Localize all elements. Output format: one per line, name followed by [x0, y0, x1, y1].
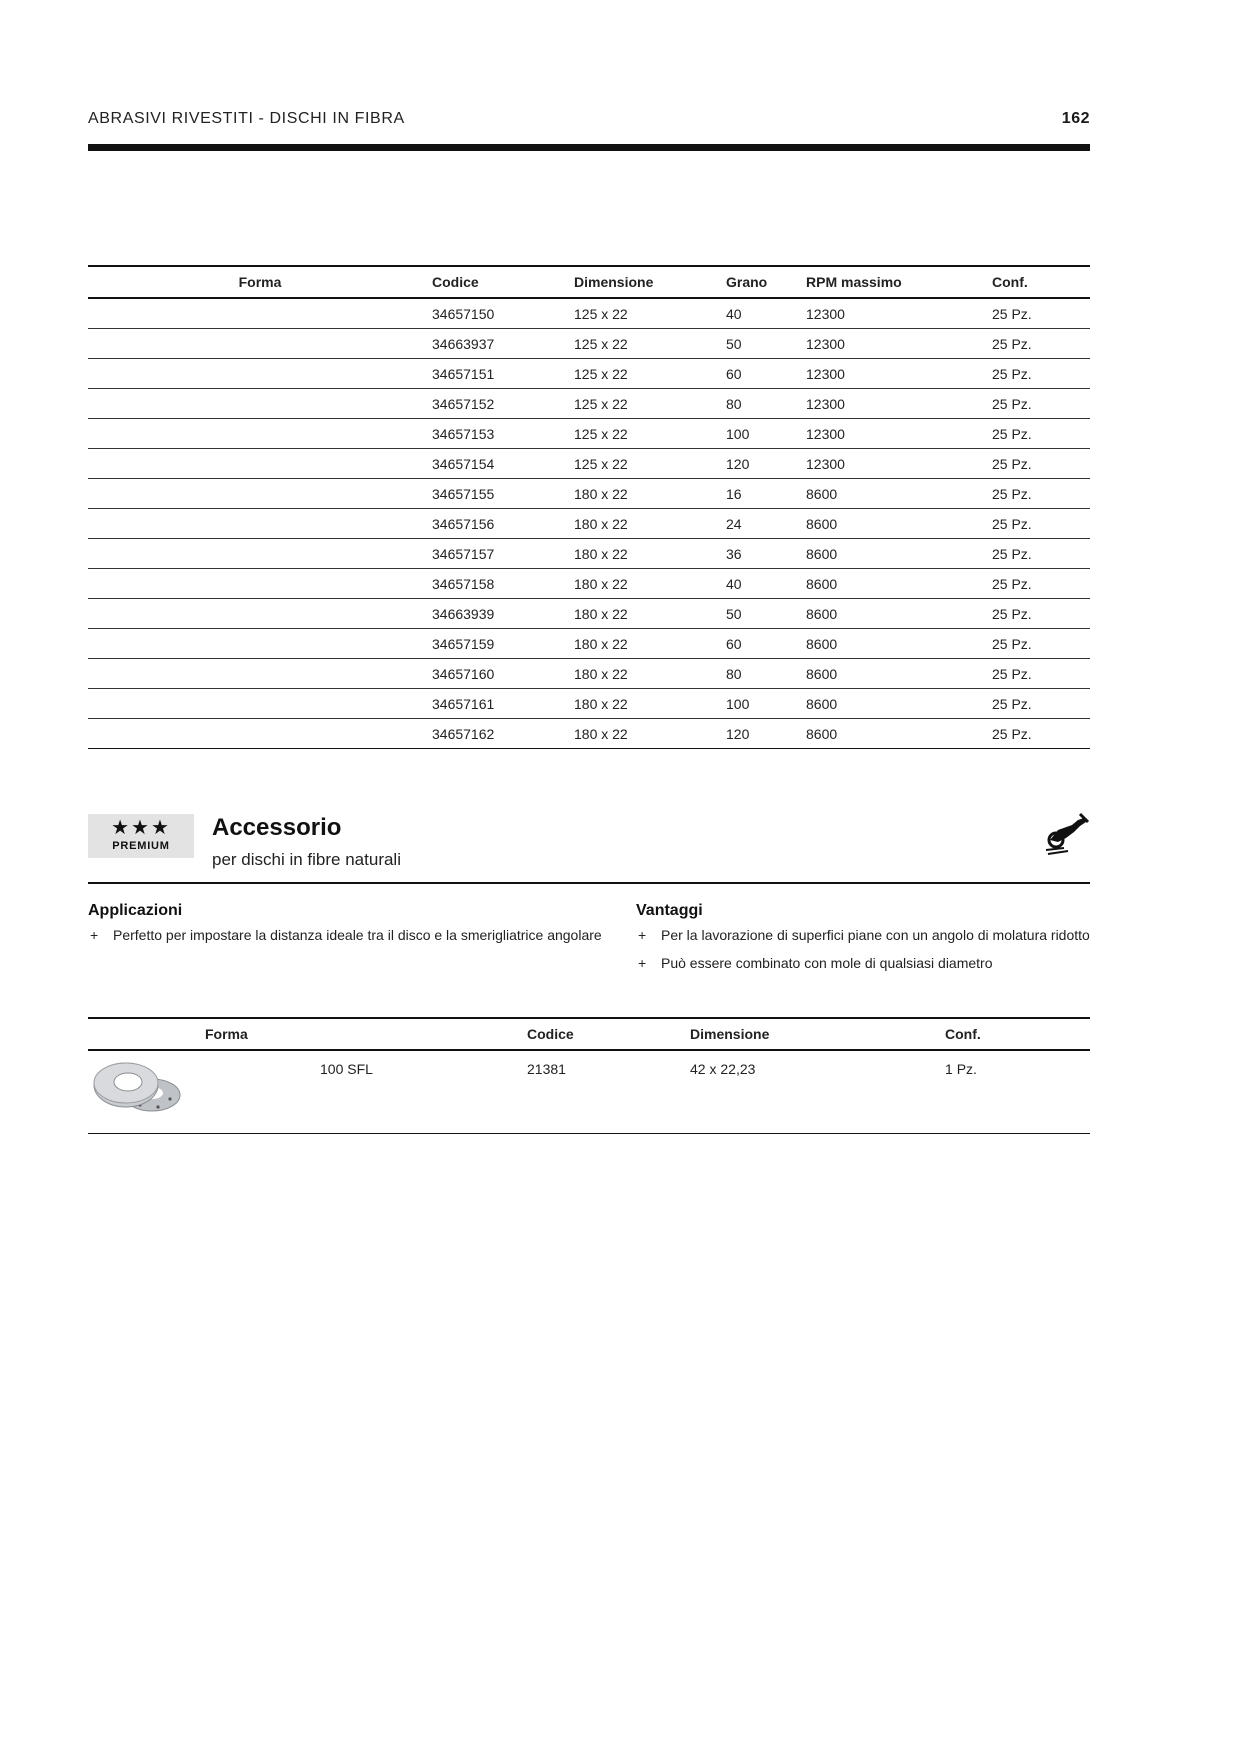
cell-conf: 25 Pz.	[992, 629, 1090, 659]
cell-rpm: 8600	[806, 479, 992, 509]
cell-dimensione: 125 x 22	[574, 298, 726, 329]
cell-rpm: 12300	[806, 419, 992, 449]
cell-forma	[88, 659, 432, 689]
cell-codice: 34657151	[432, 359, 574, 389]
cell-grano: 24	[726, 509, 806, 539]
cell-grano: 60	[726, 359, 806, 389]
column-header-codice: Codice	[432, 266, 574, 298]
table-row	[88, 329, 1090, 359]
cell-forma	[88, 479, 432, 509]
cell-grano: 36	[726, 539, 806, 569]
cell-rpm: 8600	[806, 569, 992, 599]
cell-dimensione: 125 x 22	[574, 449, 726, 479]
cell-conf: 25 Pz.	[992, 599, 1090, 629]
cell-forma	[88, 329, 432, 359]
cell-rpm: 8600	[806, 509, 992, 539]
product-pack: 1 Pz.	[945, 1050, 1090, 1134]
cell-forma	[88, 449, 432, 479]
cell-forma	[88, 509, 432, 539]
advantage-item	[636, 926, 1090, 944]
table-header-row	[88, 266, 1090, 298]
cell-rpm: 8600	[806, 689, 992, 719]
cell-rpm: 8600	[806, 539, 992, 569]
cell-codice: 34663939	[432, 599, 574, 629]
cell-codice: 34657150	[432, 298, 574, 329]
page-number: 162	[1061, 110, 1090, 127]
cell-dimensione: 180 x 22	[574, 659, 726, 689]
cell-codice: 34657158	[432, 569, 574, 599]
table-row	[88, 449, 1090, 479]
cell-codice: 34657154	[432, 449, 574, 479]
cell-forma	[88, 689, 432, 719]
table-row	[88, 359, 1090, 389]
cell-forma	[88, 389, 432, 419]
header-rule	[88, 144, 1090, 151]
table-row	[88, 389, 1090, 419]
table-header-row	[88, 1018, 1090, 1050]
table-row	[88, 298, 1090, 329]
star-rating-icon: ★★★	[111, 817, 171, 839]
cell-dimensione: 180 x 22	[574, 479, 726, 509]
cell-conf: 25 Pz.	[992, 509, 1090, 539]
table-row	[88, 659, 1090, 689]
cell-rpm: 8600	[806, 659, 992, 689]
accessory-table	[88, 1017, 1090, 1134]
cell-rpm: 12300	[806, 329, 992, 359]
cell-rpm: 12300	[806, 389, 992, 419]
table-row	[88, 1050, 1090, 1134]
cell-forma	[88, 419, 432, 449]
cell-forma	[88, 569, 432, 599]
column-header-rpm: RPM massimo	[806, 266, 992, 298]
cell-conf: 25 Pz.	[992, 689, 1090, 719]
product-header	[88, 810, 1090, 884]
cell-grano: 120	[726, 449, 806, 479]
cell-grano: 100	[726, 419, 806, 449]
cell-codice: 34657156	[432, 509, 574, 539]
washer-image	[88, 1055, 184, 1117]
cell-codice: 34657155	[432, 479, 574, 509]
cell-rpm: 12300	[806, 449, 992, 479]
cell-codice: 34657160	[432, 659, 574, 689]
advantages-section	[636, 902, 1090, 982]
cell-conf: 25 Pz.	[992, 719, 1090, 749]
angle-grinder-icon	[1044, 810, 1090, 856]
advantage-text: Può essere combinato con mole di qualsiasi diametro	[661, 955, 993, 971]
bullet-plus-icon: +	[638, 955, 647, 971]
cell-rpm: 12300	[806, 298, 992, 329]
cell-forma	[88, 719, 432, 749]
cell-grano: 40	[726, 298, 806, 329]
cell-grano: 16	[726, 479, 806, 509]
cell-conf: 25 Pz.	[992, 659, 1090, 689]
table-row	[88, 419, 1090, 449]
cell-codice: 34657152	[432, 389, 574, 419]
cell-rpm: 12300	[806, 359, 992, 389]
product-dimension: 42 x 22,23	[690, 1050, 945, 1134]
cell-conf: 25 Pz.	[992, 359, 1090, 389]
table-row	[88, 509, 1090, 539]
cell-conf: 25 Pz.	[992, 419, 1090, 449]
table-row	[88, 539, 1090, 569]
column-header-conf: Conf.	[992, 266, 1090, 298]
cell-rpm: 8600	[806, 629, 992, 659]
column-header-conf: Conf.	[945, 1018, 1090, 1050]
cell-codice: 34663937	[432, 329, 574, 359]
fiber-disc-table	[88, 265, 1090, 749]
applications-section	[88, 902, 628, 954]
cell-conf: 25 Pz.	[992, 389, 1090, 419]
advantages-title: Vantaggi	[636, 902, 703, 919]
premium-label: PREMIUM	[112, 840, 170, 852]
column-header-forma: Forma	[88, 266, 432, 298]
cell-grano: 50	[726, 599, 806, 629]
bullet-plus-icon: +	[90, 927, 99, 943]
cell-codice: 34657162	[432, 719, 574, 749]
cell-dimensione: 125 x 22	[574, 389, 726, 419]
cell-codice: 34657161	[432, 689, 574, 719]
cell-grano: 40	[726, 569, 806, 599]
cell-forma	[88, 539, 432, 569]
application-text: Perfetto per impostare la distanza ideale tra il disco e la smerigliatrice angolare	[113, 927, 602, 943]
bullet-plus-icon: +	[638, 927, 647, 943]
cell-codice: 34657157	[432, 539, 574, 569]
cell-grano: 60	[726, 629, 806, 659]
cell-dimensione: 180 x 22	[574, 689, 726, 719]
table-row	[88, 719, 1090, 749]
cell-dimensione: 180 x 22	[574, 629, 726, 659]
cell-dimensione: 180 x 22	[574, 599, 726, 629]
cell-dimensione: 180 x 22	[574, 569, 726, 599]
cell-forma	[88, 298, 432, 329]
page-header	[88, 110, 1090, 132]
product-subtitle: per dischi in fibre naturali	[212, 850, 401, 869]
table-row	[88, 599, 1090, 629]
cell-conf: 25 Pz.	[992, 298, 1090, 329]
column-header-codice: Codice	[527, 1018, 690, 1050]
cell-codice: 34657159	[432, 629, 574, 659]
column-header-dimensione: Dimensione	[690, 1018, 945, 1050]
advantage-item	[636, 954, 1090, 972]
cell-forma	[88, 359, 432, 389]
product-name: 100 SFL	[320, 1050, 527, 1134]
cell-dimensione: 180 x 22	[574, 719, 726, 749]
column-header-grano: Grano	[726, 266, 806, 298]
product-code: 21381	[527, 1050, 690, 1134]
advantage-text: Per la lavorazione di superfici piane con un angolo di molatura ridotto	[661, 927, 1090, 943]
cell-conf: 25 Pz.	[992, 479, 1090, 509]
cell-grano: 120	[726, 719, 806, 749]
cell-codice: 34657153	[432, 419, 574, 449]
table-row	[88, 569, 1090, 599]
applications-title: Applicazioni	[88, 902, 183, 919]
cell-dimensione: 125 x 22	[574, 419, 726, 449]
application-item	[88, 926, 628, 944]
cell-forma	[88, 599, 432, 629]
column-header-dimensione: Dimensione	[574, 266, 726, 298]
cell-dimensione: 180 x 22	[574, 539, 726, 569]
cell-conf: 25 Pz.	[992, 569, 1090, 599]
table-row	[88, 479, 1090, 509]
cell-grano: 80	[726, 659, 806, 689]
cell-rpm: 8600	[806, 719, 992, 749]
premium-badge	[88, 814, 194, 858]
table-row	[88, 689, 1090, 719]
cell-dimensione: 180 x 22	[574, 509, 726, 539]
product-image-cell	[88, 1050, 320, 1134]
cell-grano: 80	[726, 389, 806, 419]
cell-rpm: 8600	[806, 599, 992, 629]
cell-dimensione: 125 x 22	[574, 359, 726, 389]
cell-grano: 100	[726, 689, 806, 719]
column-header-forma: Forma	[88, 1018, 527, 1050]
cell-conf: 25 Pz.	[992, 329, 1090, 359]
cell-conf: 25 Pz.	[992, 449, 1090, 479]
table-row	[88, 629, 1090, 659]
section-title: ABRASIVI RIVESTITI - DISCHI IN FIBRA	[88, 110, 405, 127]
product-title: Accessorio	[212, 814, 342, 841]
cell-conf: 25 Pz.	[992, 539, 1090, 569]
cell-grano: 50	[726, 329, 806, 359]
cell-forma	[88, 629, 432, 659]
cell-dimensione: 125 x 22	[574, 329, 726, 359]
